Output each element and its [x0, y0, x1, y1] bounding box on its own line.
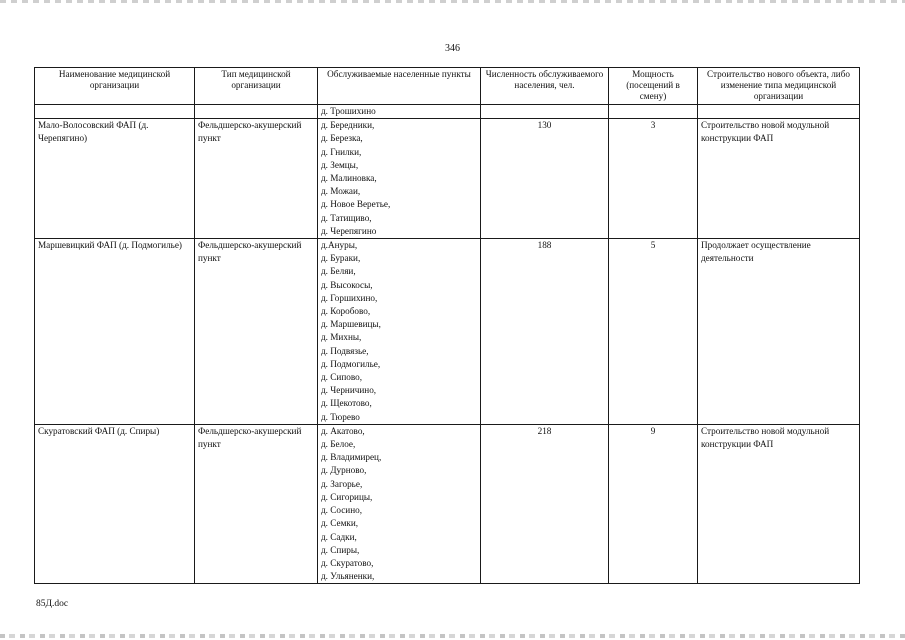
table-body — [35, 105, 860, 584]
locality-item: д. Гнилки, — [321, 146, 362, 157]
locality-item: д. Щекотово, — [321, 398, 372, 409]
locality-item: д. Можаи, — [321, 186, 361, 197]
cell-type: Фельдшерско-акушерский пункт — [195, 119, 318, 239]
header-localities: Обслуживаемые населенные пункты — [318, 68, 481, 105]
locality-item: д. Подвязье, — [321, 345, 369, 356]
locality-item: д. Малиновка, — [321, 173, 377, 184]
locality-item: д. Татищиво, — [321, 212, 372, 223]
locality-item: д. Тюрево — [321, 411, 360, 422]
cell-type: Фельдшерско-акушерский пункт — [195, 239, 318, 425]
page-number: 346 — [445, 43, 460, 54]
cell-construction — [698, 105, 860, 119]
cell-population: 130 — [481, 119, 609, 239]
localities-list — [321, 425, 477, 583]
locality-item: д. Черничино, — [321, 385, 377, 396]
cell-name: Маршевицкий ФАП (д. Подмогилье) — [35, 239, 195, 425]
cell-localities — [318, 239, 481, 425]
table-row — [35, 239, 860, 425]
locality-item: д. Бураки, — [321, 253, 361, 264]
locality-item: д. Высокосы, — [321, 279, 373, 290]
facilities-table — [34, 67, 860, 584]
locality-item: д. Скуратово, — [321, 557, 374, 568]
locality-item: д. Семки, — [321, 518, 359, 529]
table-row — [35, 424, 860, 583]
locality-item: д. Загорье, — [321, 478, 363, 489]
localities-list — [321, 239, 477, 424]
locality-item: д. Горшихино, — [321, 292, 378, 303]
header-type: Тип медицинской организации — [195, 68, 318, 105]
cell-capacity — [609, 105, 698, 119]
scan-edge-top — [0, 0, 905, 3]
locality-item: д. Маршевицы, — [321, 319, 381, 330]
header-construction: Строительство нового объекта, либо изменение типа медицинской организации — [698, 68, 860, 105]
footer-filename: 85Д.doc — [36, 599, 69, 609]
cell-name — [35, 105, 195, 119]
localities-list — [321, 105, 477, 118]
table-header — [35, 68, 860, 105]
locality-item: д. Спиры, — [321, 544, 360, 555]
locality-item: д. Беляи, — [321, 266, 356, 277]
locality-item: д. Бередники, — [321, 120, 375, 131]
cell-capacity: 5 — [609, 239, 698, 425]
cell-construction: Продолжает осуществление деятельности — [698, 239, 860, 425]
locality-item: д. Ульяненки, — [321, 571, 375, 582]
locality-item: д. Коробово, — [321, 306, 371, 317]
header-name: Наименование медицинской организации — [35, 68, 195, 105]
locality-item: д. Белое, — [321, 439, 356, 450]
table-row — [35, 119, 860, 239]
locality-item: д. Новое Веретье, — [321, 199, 391, 210]
header-population: Численность обслуживаемого населения, чел. — [481, 68, 609, 105]
cell-population: 188 — [481, 239, 609, 425]
cell-construction: Строительство новой модульной конструкции ФАП — [698, 119, 860, 239]
cell-capacity: 9 — [609, 424, 698, 583]
header-row — [35, 68, 860, 105]
cell-type — [195, 105, 318, 119]
table-row-continuation — [35, 105, 860, 119]
cell-population: 218 — [481, 424, 609, 583]
cell-name: Мало-Волосовский ФАП (д. Черепягино) — [35, 119, 195, 239]
locality-item: д. Садки, — [321, 531, 357, 542]
localities-list — [321, 119, 477, 238]
cell-localities — [318, 424, 481, 583]
locality-item: д. Дурново, — [321, 465, 367, 476]
cell-capacity: 3 — [609, 119, 698, 239]
locality-item: д. Сипово, — [321, 372, 362, 383]
cell-construction: Строительство новой модульной конструкции ФАП — [698, 424, 860, 583]
scan-edge-bottom — [0, 634, 905, 638]
header-capacity: Мощность (посещений в смену) — [609, 68, 698, 105]
locality-item: д. Березка, — [321, 133, 363, 144]
cell-localities — [318, 105, 481, 119]
locality-item: д. Трошихино — [321, 106, 376, 116]
locality-item: д. Сосино, — [321, 505, 363, 516]
locality-item: д. Акатово, — [321, 425, 365, 436]
locality-item: д. Земцы, — [321, 159, 359, 170]
locality-item: д. Михны, — [321, 332, 362, 343]
cell-population — [481, 105, 609, 119]
locality-item: д.Ануры, — [321, 240, 358, 251]
locality-item: д. Черепягино — [321, 225, 377, 236]
cell-localities — [318, 119, 481, 239]
cell-name: Скуратовский ФАП (д. Спиры) — [35, 424, 195, 583]
locality-item: д. Подмогилье, — [321, 358, 381, 369]
locality-item: д. Владимирец, — [321, 452, 382, 463]
locality-item: д. Сигорицы, — [321, 491, 373, 502]
cell-type: Фельдшерско-акушерский пункт — [195, 424, 318, 583]
